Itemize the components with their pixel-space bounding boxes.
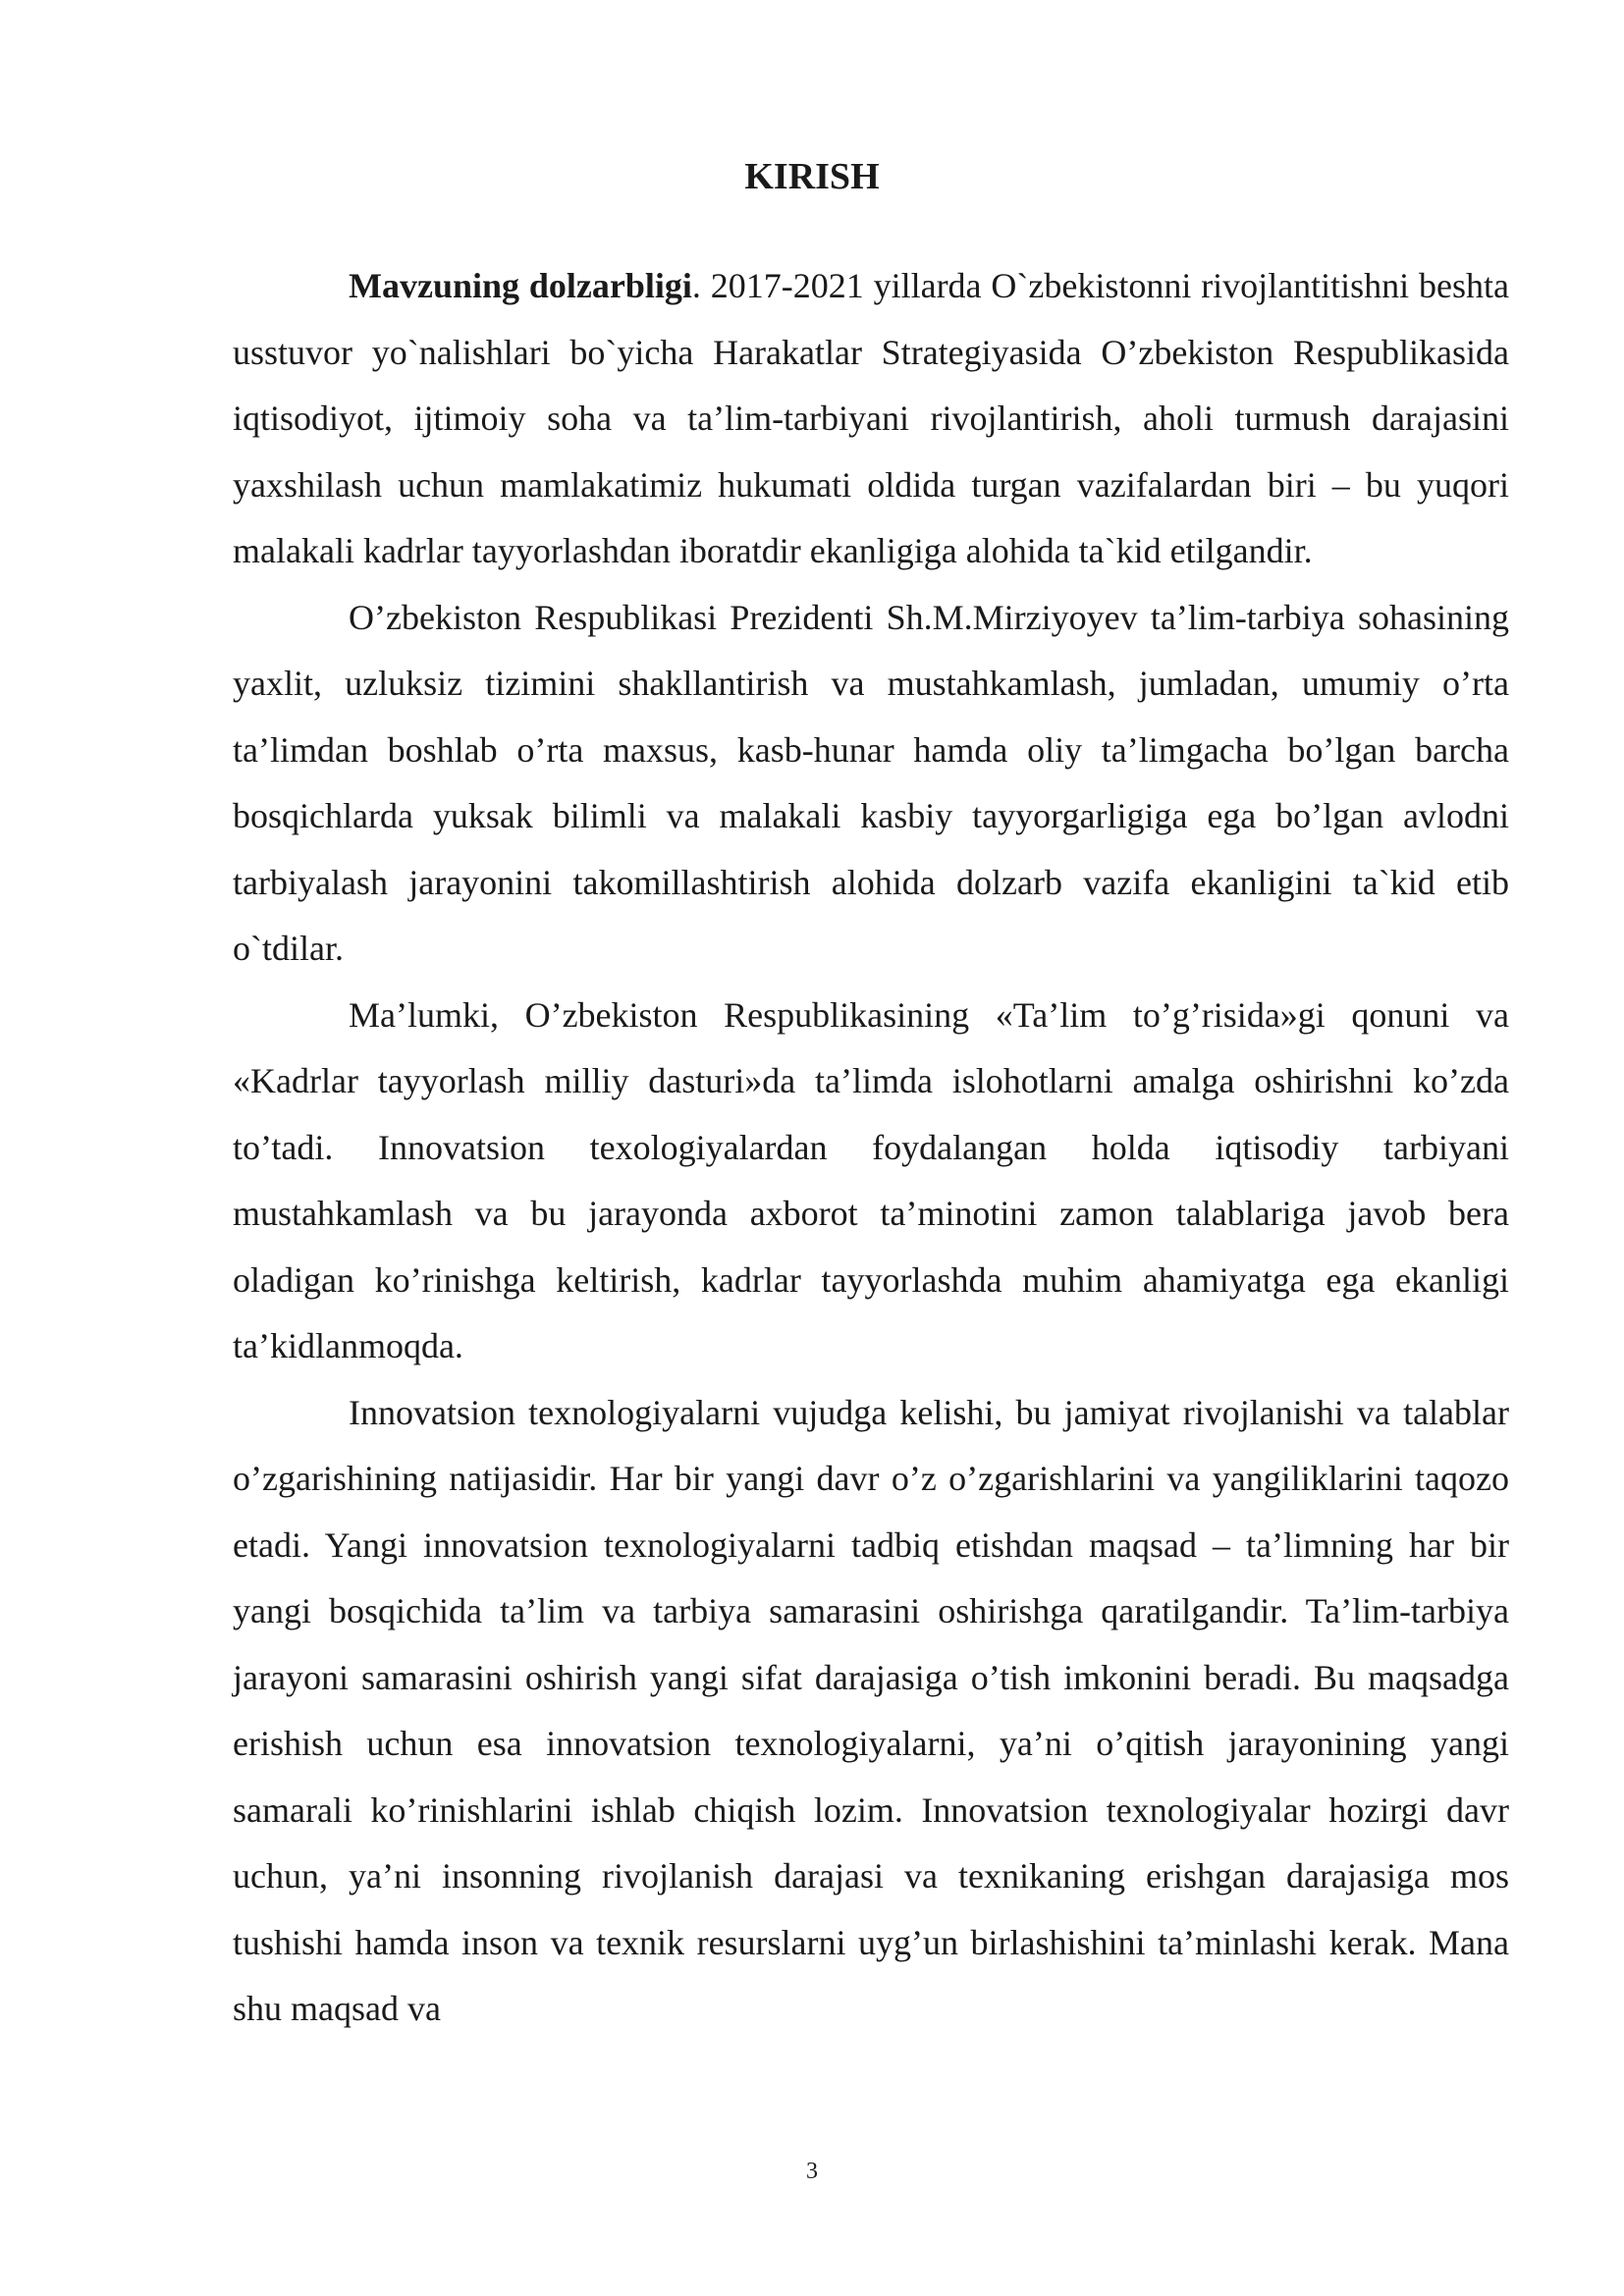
paragraph-innovation: Innovatsion texnologiyalarni vujudga kelishi, bu jamiyat rivojlanishi va talablar o’zgarishining natijasidir. Har bir yangi davr o’z o’zgarishlarini va yangiliklarini taqozo etadi. Yangi innovatsion texnologiyalarni tadbiq etishdan maqsad – ta’limning har bir yangi bosqichida ta’lim va tarbiya samarasini oshirishga qaratilgandir. Ta’lim-tarbiya jarayoni samarasini oshirish yangi sifat darajasiga o’tish imkonini beradi. Bu maqsadga erishish uchun esa innovatsion texnologiyalarni, ya’ni o’qitish jarayonining yangi samarali ko’rinishlarini ishlab chiqish lozim. Innovatsion texnologiyalar hozirgi davr uchun, ya’ni insonning rivojlanish darajasi va texnikaning erishgan darajasiga mos tushishi hamda inson va texnik resurslarni uyg’un birlashishini ta’minlashi kerak. Mana shu maqsad va bbox=[233, 1392, 1509, 2028]
paragraph-president: O’zbekiston Respublikasi Prezidenti Sh.M.Mirziyoyev ta’lim-tarbiya sohasining yaxlit, uzluksiz tizimini shakllantirish va mustahkamlash, jumladan, umumiy o’rta ta’limdan boshlab o’rta maxsus, kasb-hunar hamda oliy ta’limgacha bo’lgan barcha bosqichlarda yuksak bilimli va malakali kasbiy tayyorgarligiga ega bo’lgan avlodni tarbiyalash jarayonini takomillashtirish alohida dolzarb vazifa ekanligini ta`kid etib o`tdilar. bbox=[233, 597, 1509, 968]
page-number: 3 bbox=[806, 2159, 818, 2184]
paragraph-relevance bbox=[233, 253, 1509, 585]
paragraph-text: . 2017-2021 yillarda O`zbekistonni rivojlantitishni beshta usstuvor yo`nalishlari bo`yicha Harakatlar Strategiyasida O’zbekiston Respublikasida iqtisodiyot, ijtimoiy soha va ta’lim-tarbiyani rivojlantirish, aholi turmush darajasini yaxshilash uchun mamlakatimiz hukumati oldida turgan vazifalardan biri – bu yuqori malakali kadrlar tayyorlashdan iboratdir ekanligiga alohida ta`kid etilgandir. bbox=[233, 266, 1510, 570]
body-text bbox=[233, 253, 1509, 2043]
paragraph-lead: Mavzuning dolzarbligi bbox=[349, 266, 692, 305]
page-title: KIRISH bbox=[744, 156, 880, 197]
paragraph-law: Ma’lumki, O’zbekiston Respublikasining «Ta’lim to’g’risida»gi qonuni va «Kadrlar tayyorlash milliy dasturi»da ta’limda islohotlarni amalga oshirishni ko’zda to’tadi. Innovatsion texologiyalardan foydalangan holda iqtisodiy tarbiyani mustahkamlash va bu jarayonda axborot ta’minotini zamon talablariga javob bera oladigan ko’rinishga keltirish, kadrlar tayyorlashda muhim ahamiyatga ega ekanligi ta’kidlanmoqda. bbox=[233, 994, 1509, 1365]
